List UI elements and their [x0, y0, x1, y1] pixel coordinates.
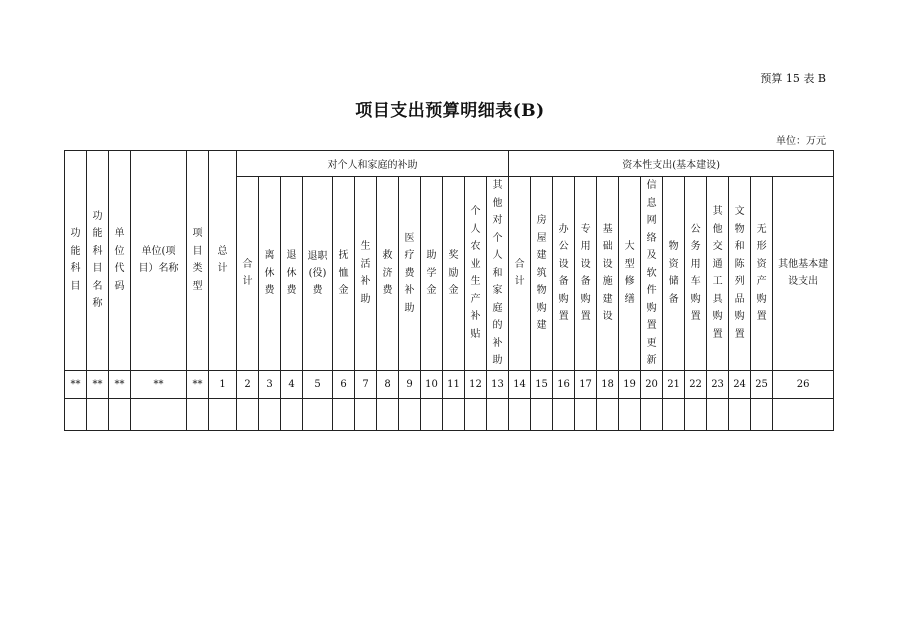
index-cell: **: [109, 370, 131, 398]
data-cell: [773, 398, 834, 430]
data-cell: [355, 398, 377, 430]
index-cell: 17: [575, 370, 597, 398]
col-unit-code: 单位代码: [109, 151, 131, 371]
col-other-personal: 其他对个人和家庭的补助: [487, 177, 509, 371]
col-retired: 退休费: [281, 177, 303, 371]
data-cell: [259, 398, 281, 430]
data-cell: [87, 398, 109, 430]
col-unit-name: 单位(项目）名称: [131, 151, 187, 371]
index-cell: 23: [707, 370, 729, 398]
col-living-subsidy: 生活补助: [355, 177, 377, 371]
data-cell: [333, 398, 355, 430]
index-cell: 20: [641, 370, 663, 398]
index-cell: 25: [751, 370, 773, 398]
data-cell: [619, 398, 641, 430]
data-cell: [209, 398, 237, 430]
data-cell: [553, 398, 575, 430]
col-cultural-relics: 文物和陈列品购置: [729, 177, 751, 371]
data-cell: [685, 398, 707, 430]
col-medical-subsidy: 医疗费补助: [399, 177, 421, 371]
data-cell: [421, 398, 443, 430]
data-cell: [707, 398, 729, 430]
index-cell: 7: [355, 370, 377, 398]
unit-label: 单位：万元: [776, 136, 826, 147]
data-cell: [509, 398, 531, 430]
data-cell: [109, 398, 131, 430]
data-cell: [597, 398, 619, 430]
index-cell: 19: [619, 370, 641, 398]
col-infrastructure: 基础设施建设: [597, 177, 619, 371]
col-pension: 抚恤金: [333, 177, 355, 371]
index-cell: 5: [303, 370, 333, 398]
col-total: 总计: [209, 151, 237, 371]
data-cell: [187, 398, 209, 430]
data-cell: [303, 398, 333, 430]
col-personal-subtotal: 合计: [237, 177, 259, 371]
index-cell: 26: [773, 370, 834, 398]
index-cell: 24: [729, 370, 751, 398]
data-cell: [399, 398, 421, 430]
col-retirement: 离休费: [259, 177, 281, 371]
index-cell: 14: [509, 370, 531, 398]
data-cell: [641, 398, 663, 430]
col-major-repair: 大型修缮: [619, 177, 641, 371]
col-bonus: 奖励金: [443, 177, 465, 371]
col-other-capital: 其他基本建设支出: [773, 177, 834, 371]
index-cell: 16: [553, 370, 575, 398]
index-cell: 15: [531, 370, 553, 398]
index-cell: 21: [663, 370, 685, 398]
col-special-equipment: 专用设备购置: [575, 177, 597, 371]
index-cell: 11: [443, 370, 465, 398]
index-cell: 2: [237, 370, 259, 398]
index-cell: 8: [377, 370, 399, 398]
data-cell: [729, 398, 751, 430]
data-cell: [443, 398, 465, 430]
index-cell: **: [187, 370, 209, 398]
data-cell: [531, 398, 553, 430]
col-intangible: 无形资产购置: [751, 177, 773, 371]
index-cell: **: [65, 370, 87, 398]
data-cell: [575, 398, 597, 430]
empty-data-row: [65, 398, 834, 430]
group-personal-subsidy: 对个人和家庭的补助: [237, 151, 509, 177]
index-cell: **: [87, 370, 109, 398]
index-row: [65, 370, 834, 398]
col-capital-subtotal: 合计: [509, 177, 531, 371]
col-func-subject-name: 功能科目名称: [87, 151, 109, 371]
index-cell: 9: [399, 370, 421, 398]
page-title: 项目支出预算明细表(B): [355, 101, 545, 121]
data-cell: [281, 398, 303, 430]
budget-detail-table: [64, 150, 834, 431]
data-cell: [663, 398, 685, 430]
data-cell: [131, 398, 187, 430]
index-cell: 10: [421, 370, 443, 398]
col-func-subject: 功能科目: [65, 151, 87, 371]
data-cell: [751, 398, 773, 430]
col-office-equipment: 办公设备购置: [553, 177, 575, 371]
col-relief: 救济费: [377, 177, 399, 371]
index-cell: 18: [597, 370, 619, 398]
index-cell: 4: [281, 370, 303, 398]
index-cell: 12: [465, 370, 487, 398]
data-cell: [65, 398, 87, 430]
col-building: 房屋建筑物购建: [531, 177, 553, 371]
data-cell: [237, 398, 259, 430]
table-ref: 预算 15 表 B: [760, 72, 826, 85]
col-other-transport: 其他交通工具购置: [707, 177, 729, 371]
index-cell: **: [131, 370, 187, 398]
data-cell: [465, 398, 487, 430]
index-cell: 6: [333, 370, 355, 398]
group-capital-expenditure: 资本性支出(基本建设): [509, 151, 834, 177]
index-cell: 1: [209, 370, 237, 398]
data-cell: [377, 398, 399, 430]
col-it-network: 信息网络及软件购置更新: [641, 177, 663, 371]
data-cell: [487, 398, 509, 430]
index-cell: 13: [487, 370, 509, 398]
col-retired-service: 退职(役)费: [303, 177, 333, 371]
col-farm-subsidy: 个人农业生产补贴: [465, 177, 487, 371]
col-official-vehicle: 公务用车购置: [685, 177, 707, 371]
index-cell: 22: [685, 370, 707, 398]
index-cell: 3: [259, 370, 281, 398]
col-material-reserve: 物资储备: [663, 177, 685, 371]
col-project-type: 项目类型: [187, 151, 209, 371]
col-student-aid: 助学金: [421, 177, 443, 371]
